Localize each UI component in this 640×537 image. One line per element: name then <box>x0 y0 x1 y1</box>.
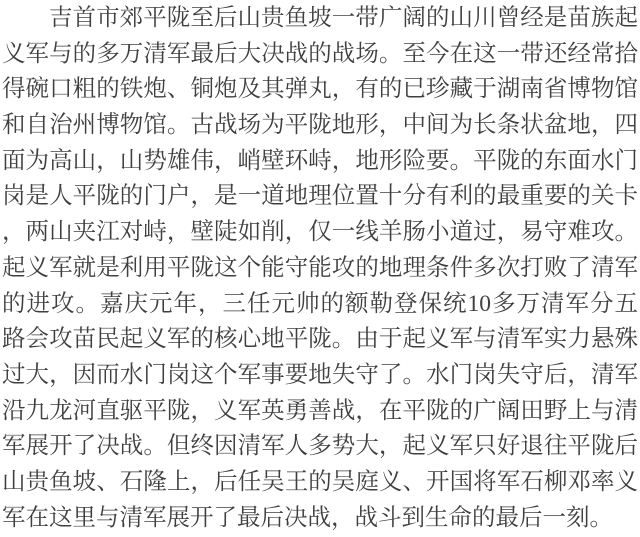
text-line: 岗是人平陇的门户，是一道地理位置十分有利的最重要的关卡 <box>2 183 638 210</box>
text-line: 面为高山，山势雄伟，峭壁环峙，地形险要。平陇的东面水门 <box>2 147 638 174</box>
text-line: 吉首市郊平陇至后山贵鱼坡一带广阔的山川曾经是苗族起 <box>49 5 638 31</box>
text-line: 得碗口粗的铁炮、铜炮及其弹丸，有的已珍藏于湖南省博物馆 <box>2 76 638 103</box>
text-line: 过大，因而水门岗这个军事要地失守了。水门岗失守后，清军 <box>2 361 638 388</box>
text-line: 军在这里与清军展开了最后决战，战斗到生命的最后一刻。 <box>2 504 613 531</box>
text-line: 起义军就是利用平陇这个能守能攻的地理条件多次打败了清军 <box>2 254 638 281</box>
text-line: 山贵鱼坡、石隆上，后任吴王的吴庭义、开国将军石柳邓率义 <box>2 468 638 495</box>
text-line: 路会攻苗民起义军的核心地平陇。由于起义军与清军实力悬殊 <box>2 326 638 353</box>
text-line: 义军与的多万清军最后大决战的战场。至今在这一带还经常拾 <box>2 40 638 67</box>
text-line: 的进攻。嘉庆元年，三任元帅的额勒登保统10多万清军分五 <box>2 290 638 317</box>
text-line: 和自治州博物馆。古战场为平陇地形，中间为长条状盆地，四 <box>2 112 638 139</box>
text-line: ，两山夹江对峙，壁陡如削，仅一线羊肠小道过，易守难攻。 <box>2 219 638 246</box>
text-line: 沿九龙河直驱平陇，义军英勇善战，在平陇的广阔田野上与清 <box>2 397 638 424</box>
text-line: 军展开了决战。但终因清军人多势大，起义军只好退往平陇后 <box>2 433 638 460</box>
